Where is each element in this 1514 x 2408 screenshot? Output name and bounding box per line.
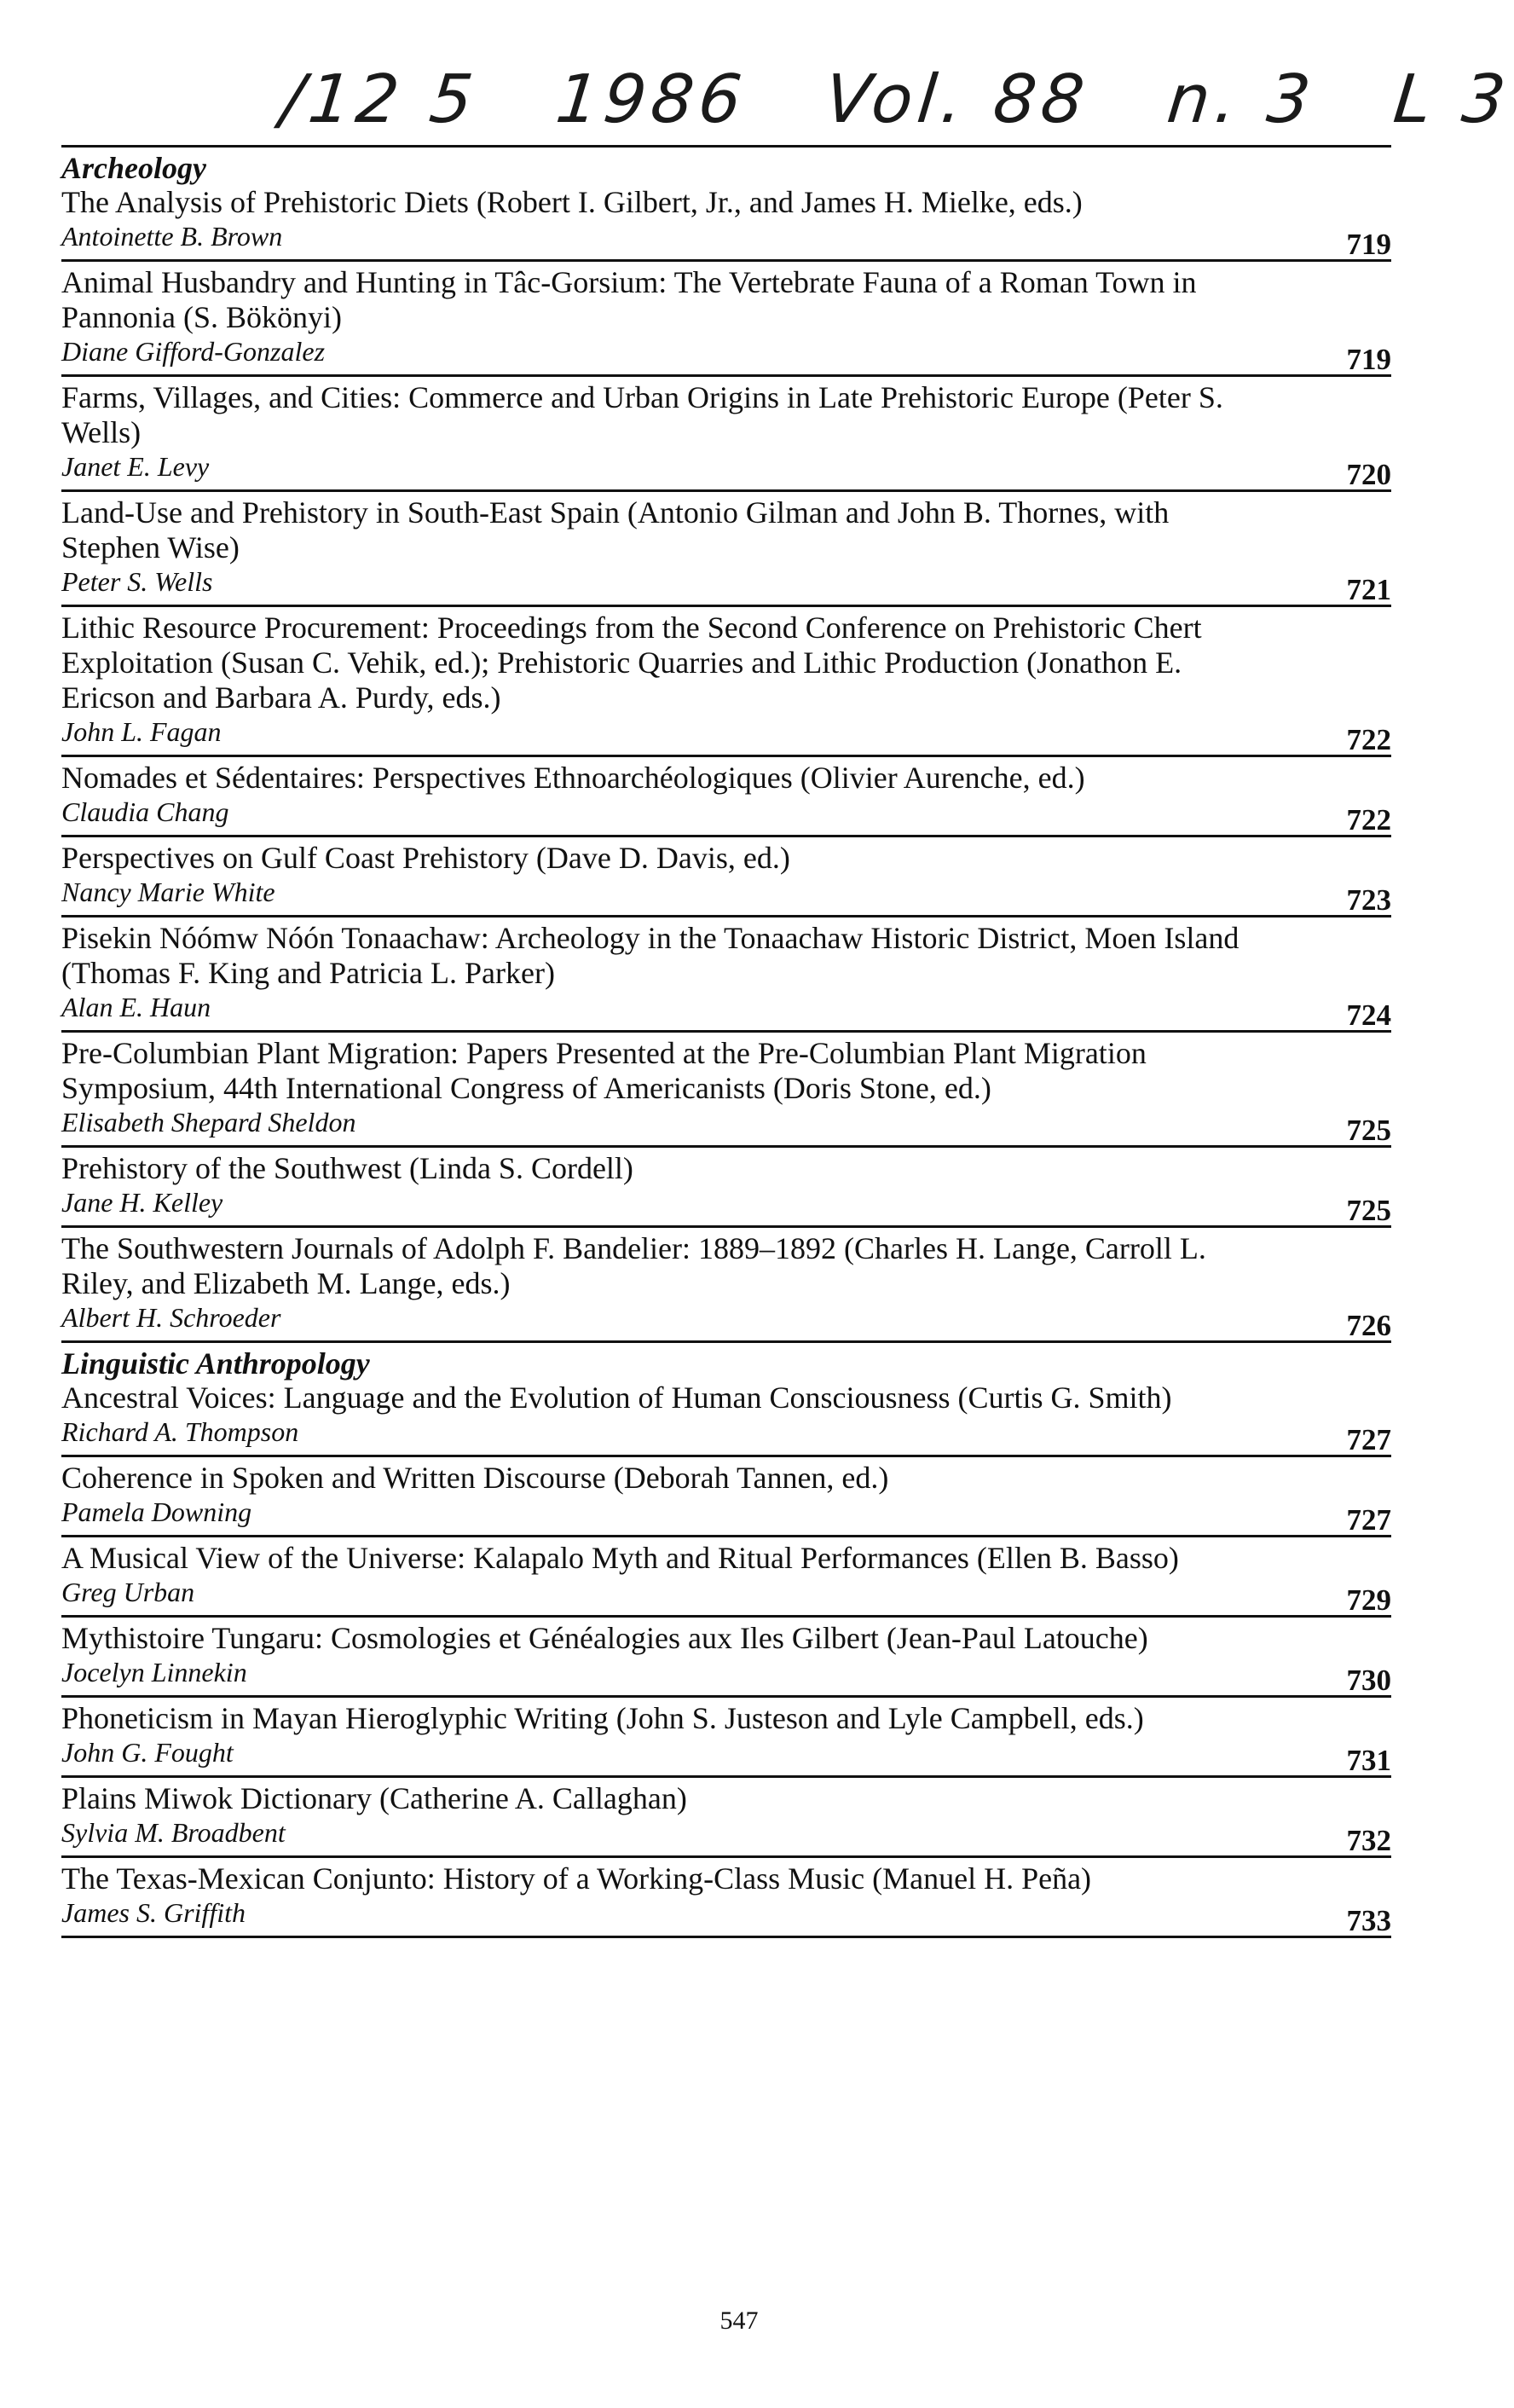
review-page-number: 726 — [1346, 1309, 1391, 1342]
review-list — [61, 145, 1391, 1938]
book-title: Farms, Villages, and Cities: Commerce and Urban Origins in Late Prehistoric Europe (Peter S. Wells) — [61, 380, 1223, 449]
reviewer-name: Peter S. Wells — [61, 566, 213, 597]
review-entry — [61, 607, 1391, 757]
reviewer-row — [61, 1106, 1391, 1147]
reviewer-name: Claudia Chang — [61, 796, 229, 827]
reviewer-name: Diane Gifford-Gonzalez — [61, 336, 326, 367]
handwritten-note-part: Vol. 88 — [821, 61, 1093, 138]
review-section — [61, 1343, 1391, 1938]
review-entry — [61, 1858, 1391, 1938]
reviewer-row — [61, 715, 1391, 756]
reviewer-name: Alan E. Haun — [61, 992, 211, 1022]
reviewer-name: Sylvia M. Broadbent — [61, 1817, 286, 1848]
reviewer-row — [61, 876, 1391, 917]
reviewer-row — [61, 1186, 1391, 1227]
review-entry — [61, 262, 1391, 377]
reviewer-name: Richard A. Thompson — [61, 1416, 299, 1447]
review-entry — [61, 1381, 1391, 1457]
book-title: Ancestral Voices: Language and the Evolution of Human Consciousness (Curtis G. Smith) — [61, 1381, 1172, 1415]
book-title: Plains Miwok Dictionary (Catherine A. Callaghan) — [61, 1781, 687, 1815]
review-entry — [61, 185, 1391, 262]
reviewer-row — [61, 450, 1391, 491]
reviewer-name: Albert H. Schroeder — [61, 1302, 281, 1333]
review-page-number: 721 — [1346, 573, 1391, 606]
review-entry — [61, 917, 1391, 1033]
book-title: Perspectives on Gulf Coast Prehistory (Dave D. Davis, ed.) — [61, 841, 790, 875]
book-title: The Southwestern Journals of Adolph F. Bandelier: 1889–1892 (Charles H. Lange, Carroll L. Riley, and Elizabeth M. Lange, eds.) — [61, 1231, 1206, 1300]
review-page-number: 730 — [1346, 1664, 1391, 1697]
review-entry — [61, 377, 1391, 492]
review-entry — [61, 1033, 1391, 1148]
book-title: Pre-Columbian Plant Migration: Papers Presented at the Pre-Columbian Plant Migration Symposium, 44th International Congress of Americanists (Doris Stone, ed.) — [61, 1036, 1147, 1105]
section-heading: Linguistic Anthropology — [61, 1346, 370, 1381]
reviewer-row — [61, 565, 1391, 606]
review-entry — [61, 1778, 1391, 1858]
reviewer-row — [61, 1736, 1391, 1777]
review-page-number: 727 — [1346, 1503, 1391, 1537]
review-page-number: 722 — [1346, 723, 1391, 756]
handwritten-call-number — [277, 61, 1514, 138]
book-title: Land-Use and Prehistory in South-East Spain (Antonio Gilman and John B. Thornes, with Stephen Wise) — [61, 495, 1170, 564]
reviewer-name: Nancy Marie White — [61, 877, 275, 907]
review-page-number: 723 — [1346, 883, 1391, 917]
reviewer-row — [61, 1415, 1391, 1456]
review-page-number: 722 — [1346, 803, 1391, 836]
reviewer-name: John L. Fagan — [61, 716, 222, 747]
review-page-number: 729 — [1346, 1583, 1391, 1617]
book-title: Pisekin Nóómw Nóón Tonaachaw: Archeology in the Tonaachaw Historic District, Moen Island (Thomas F. King and Patricia L. Parker) — [61, 921, 1240, 990]
reviewer-row — [61, 1576, 1391, 1617]
book-title: Mythistoire Tungaru: Cosmologies et Généalogies aux Iles Gilbert (Jean-Paul Latouche) — [61, 1621, 1148, 1655]
book-title: Nomades et Sédentaires: Perspectives Ethnoarchéologiques (Olivier Aurenche, ed.) — [61, 761, 1085, 795]
review-entry — [61, 1537, 1391, 1618]
review-entry — [61, 1698, 1391, 1778]
reviewer-row — [61, 1896, 1391, 1937]
reviewer-name: John G. Fought — [61, 1737, 234, 1768]
review-page-number: 727 — [1346, 1423, 1391, 1456]
book-title: Prehistory of the Southwest (Linda S. Cordell) — [61, 1151, 633, 1185]
section-heading: Archeology — [61, 151, 206, 185]
review-entry — [61, 1457, 1391, 1537]
reviewer-row — [61, 796, 1391, 836]
book-title: The Texas-Mexican Conjunto: History of a Working-Class Music (Manuel H. Peña) — [61, 1861, 1092, 1896]
reviewer-name: Pamela Downing — [61, 1496, 252, 1527]
review-page-number: 725 — [1346, 1114, 1391, 1147]
book-title: Animal Husbandry and Hunting in Tâc-Gorsium: The Vertebrate Fauna of a Roman Town in Pannonia (S. Bökönyi) — [61, 265, 1197, 334]
review-page-number: 731 — [1346, 1744, 1391, 1777]
reviewer-row — [61, 1656, 1391, 1697]
handwritten-note-part: n. 3 — [1164, 61, 1320, 138]
book-title: The Analysis of Prehistoric Diets (Robert I. Gilbert, Jr., and James H. Mielke, eds.) — [61, 185, 1083, 219]
review-entry — [61, 1618, 1391, 1698]
reviewer-name: James S. Griffith — [61, 1897, 246, 1928]
reviewer-row — [61, 220, 1391, 261]
book-title: Phoneticism in Mayan Hieroglyphic Writing (John S. Justeson and Lyle Campbell, eds.) — [61, 1701, 1144, 1735]
reviewer-name: Janet E. Levy — [61, 451, 210, 482]
review-page-number: 720 — [1346, 458, 1391, 491]
review-entry — [61, 492, 1391, 607]
reviewer-row — [61, 335, 1391, 376]
review-section — [61, 148, 1391, 1343]
review-entry — [61, 1228, 1391, 1343]
handwritten-note-part: /12 5 — [277, 61, 482, 138]
review-page-number: 733 — [1346, 1904, 1391, 1937]
book-title: Lithic Resource Procurement: Proceedings from the Second Conference on Prehistoric Chert Exploitation (Susan C. Vehik, ed.); Prehistoric Quarries and Lithic Production (Jonathon E. Ericson and Barbara A. Purdy, eds.) — [61, 611, 1202, 715]
review-page-number: 719 — [1346, 228, 1391, 261]
reviewer-name: Jocelyn Linnekin — [61, 1657, 247, 1687]
review-entry — [61, 837, 1391, 917]
reviewer-row — [61, 1496, 1391, 1537]
review-page-number: 724 — [1346, 999, 1391, 1032]
review-page-number: 732 — [1346, 1824, 1391, 1857]
handwritten-note-part: 1986 — [552, 61, 750, 138]
book-title: A Musical View of the Universe: Kalapalo Myth and Ritual Performances (Ellen B. Basso) — [61, 1541, 1179, 1575]
page-number: 547 — [719, 2307, 759, 2335]
book-title: Coherence in Spoken and Written Discourse (Deborah Tannen, ed.) — [61, 1461, 889, 1495]
review-page-number: 725 — [1346, 1194, 1391, 1227]
review-entry — [61, 1148, 1391, 1228]
reviewer-row — [61, 1301, 1391, 1342]
reviewer-name: Greg Urban — [61, 1577, 195, 1607]
reviewer-name: Antoinette B. Brown — [61, 221, 283, 252]
reviewer-name: Elisabeth Shepard Sheldon — [61, 1107, 356, 1137]
review-page-number: 719 — [1346, 343, 1391, 376]
handwritten-note-part: L 3 — [1390, 61, 1514, 138]
sections-container — [61, 148, 1391, 1938]
review-entry — [61, 757, 1391, 837]
reviewer-row — [61, 1816, 1391, 1857]
reviewer-name: Jane H. Kelley — [61, 1187, 223, 1218]
reviewer-row — [61, 991, 1391, 1032]
